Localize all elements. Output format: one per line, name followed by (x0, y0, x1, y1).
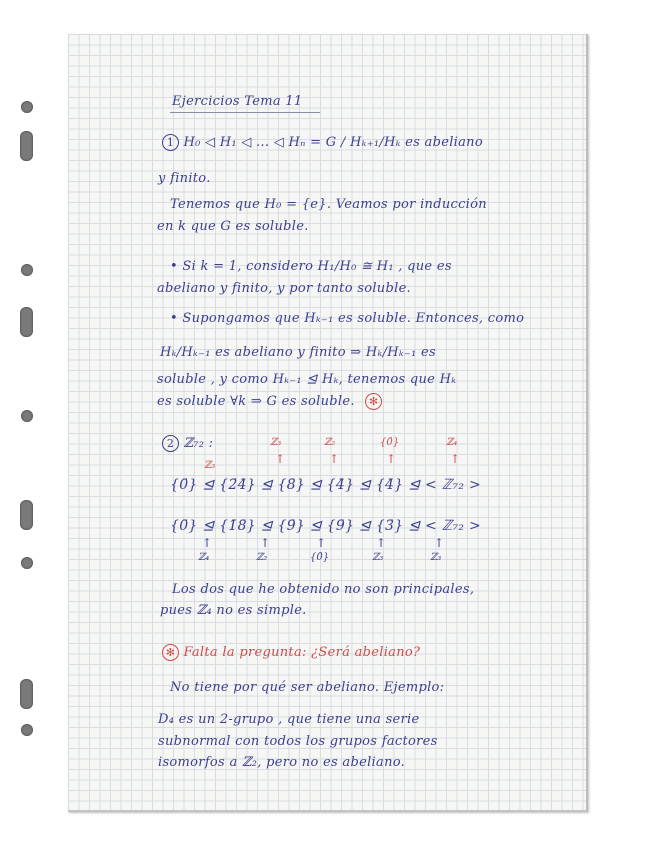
binder-hole (21, 724, 33, 736)
up-arrow-icon: ↑ (202, 536, 213, 550)
up-arrow-icon: ↑ (386, 452, 397, 466)
up-arrow-icon: ↑ (329, 452, 340, 466)
asterisk-mark-icon: ✻ (162, 644, 179, 661)
answer-line3: subnormal con todos los grupos factores (158, 734, 438, 749)
left-label: ℤ₃ (204, 460, 216, 471)
binder-hole (20, 131, 33, 161)
problem1-statement (162, 134, 483, 151)
problem2-line1: Los dos que he obtenido no son principales, (172, 582, 475, 597)
missing-question-note (162, 644, 420, 661)
page-title: Ejercicios Tema 11 (172, 94, 303, 109)
bottom-label: {0̄} (310, 552, 330, 563)
chain-2: {0̄} ⊴ {1̄8̄} ⊴ {9̄} ⊴ {9̄} ⊴ {3̄} ⊴ < ℤ₇₂ > (170, 518, 482, 534)
up-arrow-icon: ↑ (376, 536, 387, 550)
problem2-line2: pues ℤ₄ no es simple. (160, 603, 307, 618)
problem1-line1: Tenemos que H₀ = {e}. Veamos por inducción (170, 197, 487, 212)
problem1-line4: abeliano y finito, y por tanto soluble. (157, 281, 411, 296)
binder-hole (21, 101, 33, 113)
top-label: ℤ₃ (270, 437, 282, 448)
problem2-number: 2 (162, 435, 179, 452)
binder-hole (20, 500, 33, 530)
up-arrow-icon: ↑ (316, 536, 327, 550)
bottom-label: ℤ₂ (256, 552, 268, 563)
problem1-line6: Hₖ/Hₖ₋₁ es abeliano y finito ⇒ Hₖ/Hₖ₋₁ es (160, 345, 436, 360)
problem1-statement-line1: H₀ ◁ H₁ ◁ ... ◁ Hₙ = G / Hₖ₊₁/Hₖ es abeliano (183, 135, 483, 150)
top-label: {0̄} (380, 437, 400, 448)
up-arrow-icon: ↑ (275, 452, 286, 466)
top-label: ℤ₄ (446, 437, 458, 448)
answer-line2: D₄ es un 2-grupo , que tiene una serie (158, 712, 420, 727)
problem1-line3: • Si k = 1, considero H₁/H₀ ≅ H₁ , que es (170, 259, 452, 274)
problem1-statement-line2: y finito. (158, 171, 211, 186)
answer-line1: No tiene por qué ser abeliano. Ejemplo: (170, 680, 445, 695)
bottom-label: ℤ₃ (430, 552, 442, 563)
up-arrow-icon: ↑ (260, 536, 271, 550)
problem1-line2: en k que G es soluble. (157, 219, 309, 234)
problem1-line7: soluble , y como Hₖ₋₁ ⊴ Hₖ, tenemos que Hₖ (157, 372, 457, 387)
up-arrow-icon: ↑ (434, 536, 445, 550)
problem1-line8 (157, 393, 382, 410)
bottom-label: ℤ₄ (198, 552, 210, 563)
binder-hole (21, 264, 33, 276)
binder-hole (20, 307, 33, 337)
problem2-header (162, 435, 213, 452)
note-text: Falta la pregunta: ¿Será abeliano? (183, 645, 421, 660)
binder-hole (21, 410, 33, 422)
binder-hole (20, 679, 33, 709)
problem1-number: 1 (162, 134, 179, 151)
answer-line4: isomorfos a ℤ₂, pero no es abeliano. (158, 755, 406, 770)
problem2-header-text: ℤ₇₂ : (183, 436, 214, 451)
problem1-line5: • Supongamos que Hₖ₋₁ es soluble. Entonces, como (170, 311, 525, 326)
bottom-label: ℤ₃ (372, 552, 384, 563)
asterisk-mark-icon: ✻ (365, 393, 382, 410)
title-underline (170, 112, 320, 113)
chain-1: {0̄} ⊴ {2̄4̄} ⊴ {8̄} ⊴ {4̄} ⊴ {4̄} ⊴ < ℤ₇₂ > (170, 477, 482, 493)
binder-hole (21, 557, 33, 569)
top-label: ℤ₂ (324, 437, 336, 448)
problem1-line8-text: es soluble ∀k ⇒ G es soluble. (157, 394, 355, 409)
up-arrow-icon: ↑ (450, 452, 461, 466)
